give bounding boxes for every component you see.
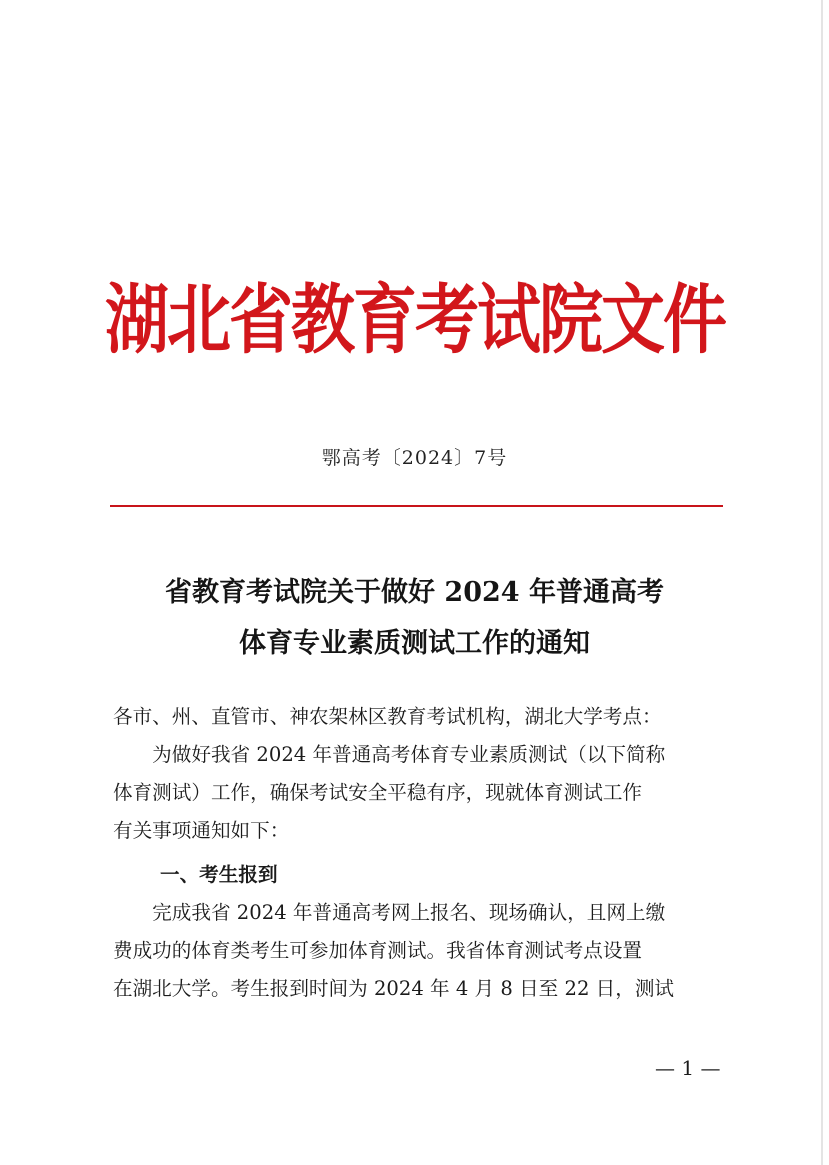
masthead-title: 湖北省教育考试院文件 (105, 276, 725, 365)
intro-line-3: 有关事项通知如下： (113, 819, 290, 842)
intro-line-2: 体育测试）工作，确保考试安全平稳有序，现就体育测试工作 (113, 781, 643, 804)
section1-line-1: 完成我省 2024 年普通高考网上报名、现场确认，且网上缴 (113, 901, 666, 924)
intro-line-1: 为做好我省 2024 年普通高考体育专业素质测试（以下简称 (113, 743, 666, 766)
notice-title-line-2: 体育专业素质测试工作的通知 (239, 628, 590, 659)
red-divider-line (110, 505, 723, 507)
section-heading-1: 一、考生报到 (160, 863, 278, 886)
section1-line-3: 在湖北大学。考生报到时间为 2024 年 4 月 8 日至 22 日，测试 (113, 977, 675, 1000)
notice-title-line-1: 省教育考试院关于做好 2024 年普通高考 (165, 577, 664, 608)
section1-line-2: 费成功的体育类考生可参加体育测试。我省体育测试考点设置 (113, 939, 643, 962)
salutation: 各市、州、直管市、神农架林区教育考试机构，湖北大学考点： (113, 705, 662, 728)
page-number: — 1 — (655, 1056, 721, 1080)
document-number: 鄂高考〔2024〕7号 (321, 447, 508, 469)
